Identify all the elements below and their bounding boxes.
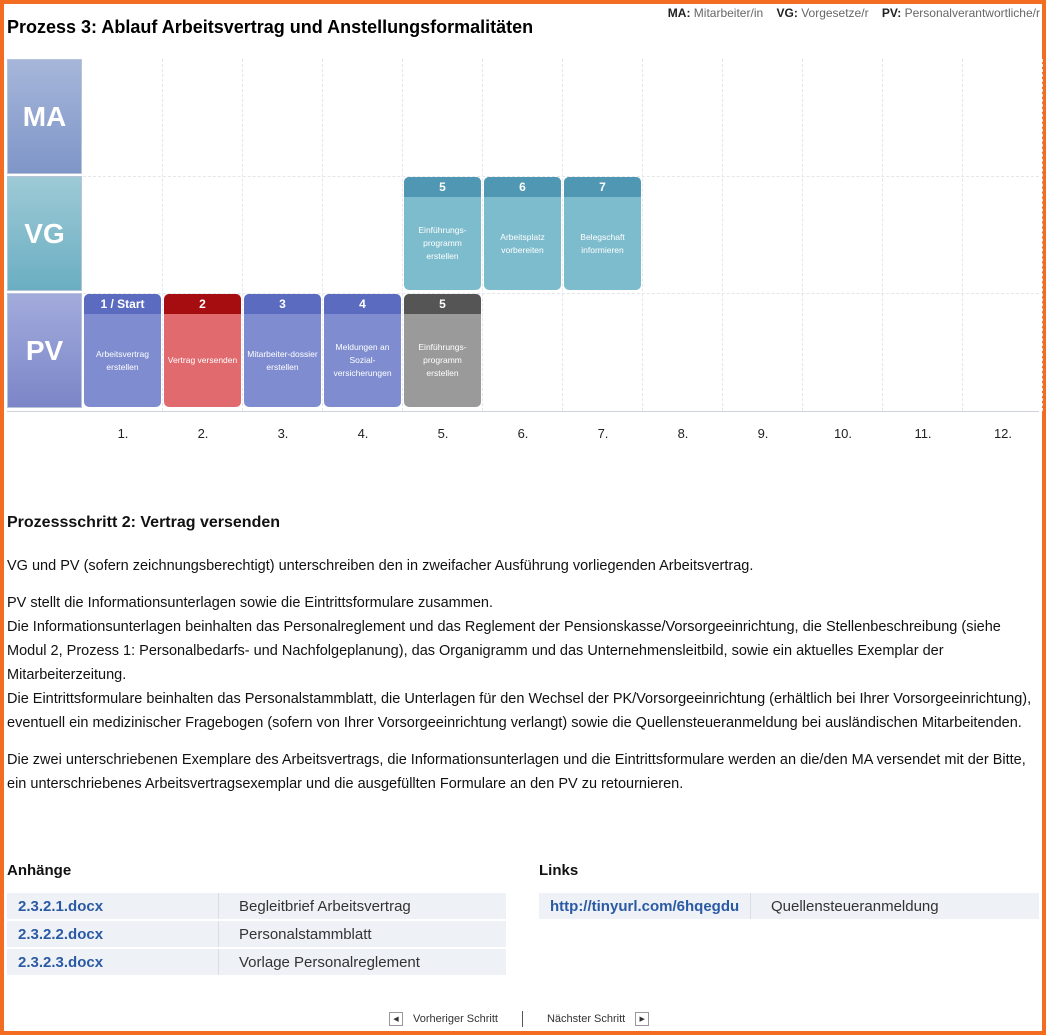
table-row (7, 893, 506, 920)
step-box-header: 3 (244, 294, 321, 314)
process-step-box[interactable] (404, 294, 481, 407)
step-number: 3. (277, 426, 289, 441)
attachment-desc: Personalstammblatt (219, 920, 507, 948)
process-diagram (7, 59, 1039, 412)
links-table (539, 893, 1039, 921)
attachment-link[interactable]: 2.3.2.3.docx (7, 948, 219, 976)
step-number: 8. (677, 426, 689, 441)
process-step-box[interactable] (404, 177, 481, 290)
grid-line (1042, 59, 1043, 411)
step-box-header: 5 (404, 177, 481, 197)
attachment-desc: Vorlage Personalreglement (219, 948, 507, 976)
step-number: 1. (117, 426, 129, 441)
paragraph: VG und PV (sofern zeichnungsberechtigt) unterschreiben den in zweifacher Ausführung vorliegenden Arbeitsvertrag. (7, 558, 754, 574)
links-title: Links (539, 862, 579, 879)
step-number: 10. (833, 426, 853, 441)
step-box-header: 5 (404, 294, 481, 314)
step-box-label: Meldungen an Sozial-versicherungen (333, 342, 392, 378)
process-step-box[interactable] (84, 294, 161, 407)
grid-line (802, 59, 803, 411)
grid-line (562, 59, 563, 411)
paragraph: Die zwei unterschriebenen Exemplare des Arbeitsvertrags, die Informationsunterlagen und die Eintrittsformulare werden an die/den MA versendet mit der Bitte, ein unterschriebenes Arbeitsvertragsexemplar und die ausgefüllten Formulare an den PV zu retournieren. (7, 752, 1026, 792)
prev-step-link[interactable]: Vorheriger Schritt (413, 1013, 498, 1025)
legend-vg: VG: Vorgesetze/r (776, 6, 869, 20)
step-navigation (389, 1011, 649, 1027)
attachment-link[interactable]: 2.3.2.2.docx (7, 920, 219, 948)
step-number: 7. (597, 426, 609, 441)
step-box-label: Arbeitsvertrag erstellen (96, 348, 149, 372)
table-row (7, 920, 506, 948)
step-box-label: Belegschaft informieren (580, 231, 625, 255)
step-box-label: Einführungs-programm erstellen (418, 225, 467, 261)
lane-label-ma: MA (7, 59, 82, 174)
attachments-table (7, 893, 506, 977)
step-number: 11. (914, 426, 932, 441)
process-step-box[interactable] (164, 294, 241, 407)
lane-label-vg: VG (7, 176, 82, 291)
paragraph: PV stellt die Informationsunterlagen sowie die Eintrittsformulare zusammen. Die Informationsunterlagen beinhalten das Personalreglement und das Reglement der Pensionskasse/Vorsorgeeinrichtung, die Stellenbeschreibung (siehe Modul 2, Prozess 1: Personalbedarfs- und Nachfolgeplanung), das Organigramm und das Unternehmensleitbild, sowie ein aktuelles Exemplar der Mitarbeiterzeitung. Die Eintrittsformulare beinhalten das Personalstammblatt, die Unterlagen für den Wechsel der PK/Vorsorgeeinrichtung (erhältlich bei Ihrer Vorsorgeeinrichtung), eventuell ein medizinischer Fragebogen (sofern von Ihrer Vorsorgeeinrichtung verlangt) sowie die Quellensteueranmeldung bei ausländischen Mitarbeitenden. (7, 595, 1032, 731)
step-number: 5. (437, 426, 449, 441)
grid-line (83, 176, 1039, 177)
section-title: Prozessschritt 2: Vertrag versenden (7, 514, 281, 531)
next-step-link[interactable]: Nächster Schritt (546, 1013, 626, 1025)
next-arrow-icon[interactable]: ▶ (635, 1012, 649, 1026)
step-box-header: 7 (564, 177, 641, 197)
grid-line (482, 59, 483, 411)
page-title: Prozess 3: Ablauf Arbeitsvertrag und Anstellungsformalitäten (7, 17, 534, 37)
step-box-header: 1 / Start (84, 294, 161, 314)
grid-line (322, 59, 323, 411)
grid-line (722, 59, 723, 411)
attachments-title: Anhänge (7, 862, 72, 879)
prev-arrow-icon[interactable]: ◀ (389, 1012, 403, 1026)
grid-line (962, 59, 963, 411)
link-desc: Quellensteueranmeldung (751, 893, 1040, 920)
step-box-header: 6 (484, 177, 561, 197)
legend-ma: MA: Mitarbeiter/in (667, 6, 764, 20)
table-row (539, 893, 1039, 920)
attachment-link[interactable]: 2.3.2.1.docx (7, 893, 219, 920)
attachment-desc: Begleitbrief Arbeitsvertrag (219, 893, 507, 920)
step-box-label: Mitarbeiter-dossier erstellen (247, 348, 318, 372)
grid-line (242, 59, 243, 411)
process-step-box[interactable] (484, 177, 561, 290)
step-description (7, 554, 1039, 809)
step-number: 12. (993, 426, 1013, 441)
grid-line (402, 59, 403, 411)
step-number: 2. (197, 426, 209, 441)
role-legend (668, 6, 1040, 20)
grid-line (642, 59, 643, 411)
legend-pv: PV: Personalverantwortliche/r (881, 6, 1040, 20)
step-box-label: Einführungs-programm erstellen (418, 342, 467, 378)
step-number: 9. (757, 426, 769, 441)
step-number: 6. (517, 426, 529, 441)
grid-line (882, 59, 883, 411)
process-step-box[interactable] (324, 294, 401, 407)
step-box-label: Vertrag versenden (167, 355, 238, 366)
table-row (7, 948, 506, 976)
process-step-box[interactable] (244, 294, 321, 407)
process-step-box[interactable] (564, 177, 641, 290)
step-number: 4. (357, 426, 369, 441)
step-box-header: 4 (324, 294, 401, 314)
lane-label-pv: PV (7, 293, 82, 408)
step-box-header: 2 (164, 294, 241, 314)
external-link[interactable]: http://tinyurl.com/6hqegdu (539, 893, 751, 920)
nav-divider (522, 1011, 523, 1027)
grid-line (162, 59, 163, 411)
step-box-label: Arbeitsplatz vorbereiten (500, 231, 545, 255)
